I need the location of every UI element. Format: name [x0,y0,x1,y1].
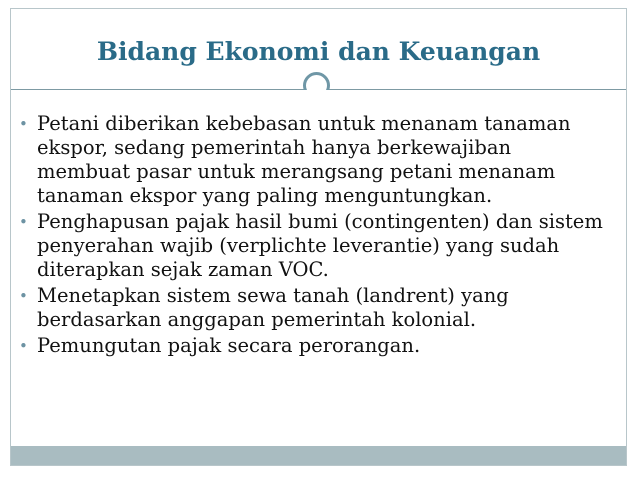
bullet-text: Menetapkan sistem sewa tanah (landrent) yang berdasarkan anggapan pemerintah kolonial. [37,284,509,331]
bottom-band [11,446,626,465]
bullet-text: Penghapusan pajak hasil bumi (contingenten) dan sistem penyerahan wajib (verplichte leverantie) yang sudah diterapkan sejak zaman VOC. [37,210,603,281]
bullet-item [19,284,609,332]
bullet-dot-icon: • [19,337,28,355]
bullet-item [19,112,609,208]
bullet-dot-icon: • [19,287,28,305]
bullet-text: Petani diberikan kebebasan untuk menanam tanaman ekspor, sedang pemerintah hanya berkewajiban membuat pasar untuk merangsang petani menanam tanaman ekspor yang paling menguntungkan. [37,112,571,207]
bullet-item [19,210,609,282]
slide-title: Bidang Ekonomi dan Keuangan [96,37,541,66]
bullet-dot-icon: • [19,213,28,231]
bullet-text: Pemungutan pajak secara perorangan. [37,334,421,357]
bullet-list [19,112,609,358]
bullet-dot-icon: • [19,115,28,133]
bullet-item [19,334,609,358]
